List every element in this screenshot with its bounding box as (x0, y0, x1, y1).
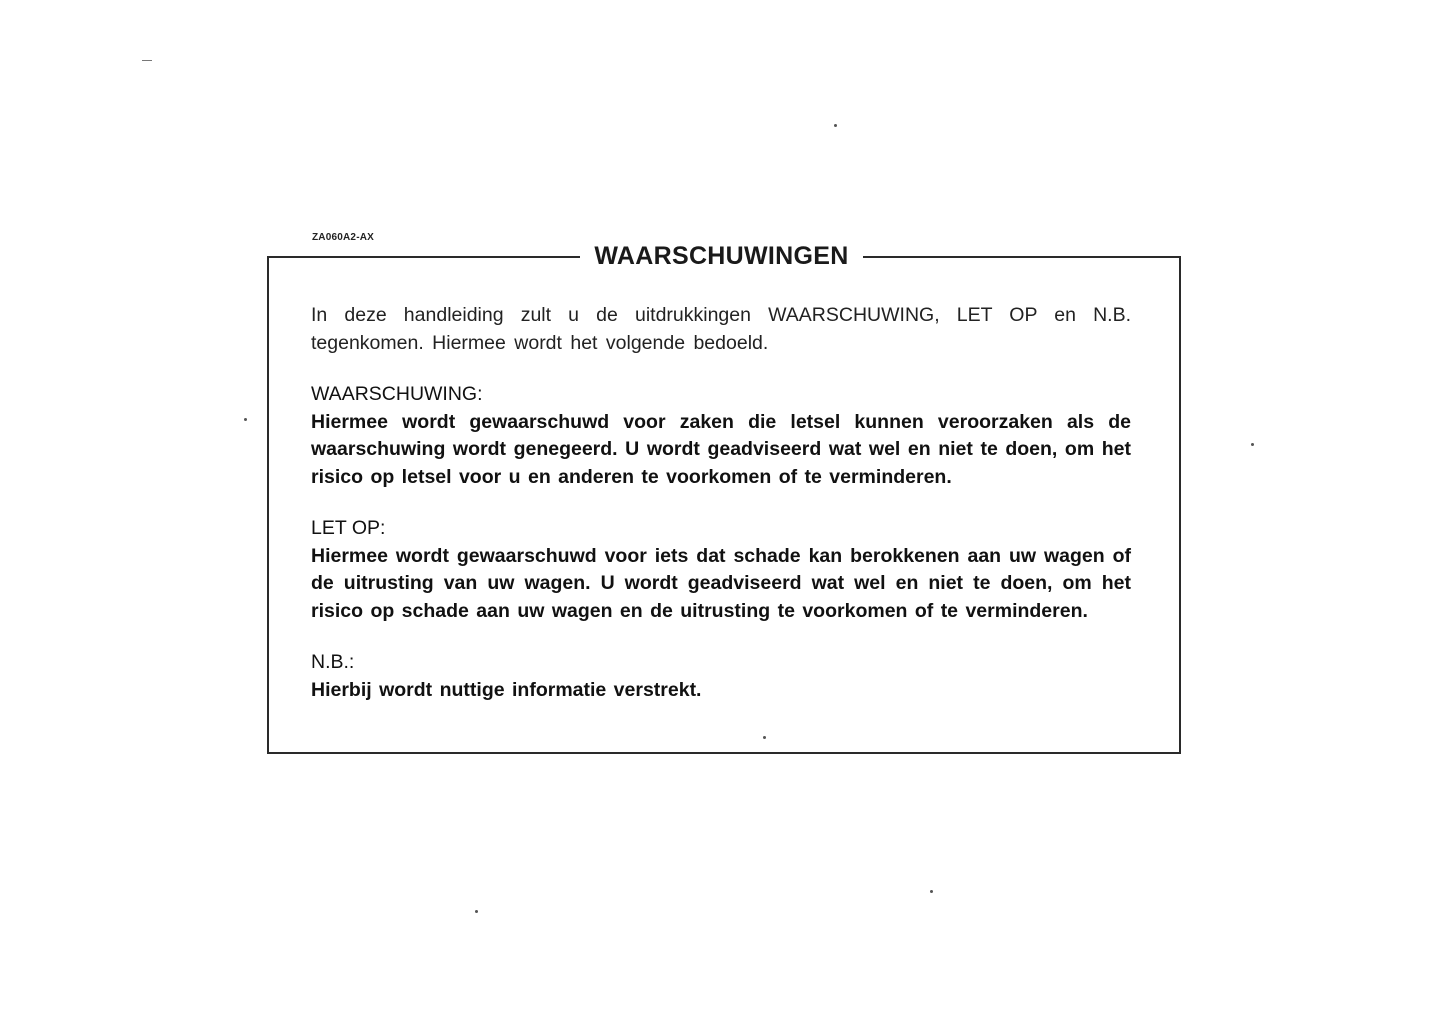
section-caution (311, 515, 1131, 625)
section-heading: LET OP: (311, 517, 386, 539)
box-title-wrapper (0, 242, 1445, 271)
section-body: Hierbij wordt nuttige informatie verstrekt. (311, 678, 702, 701)
scan-speck (244, 418, 247, 421)
page-title: WAARSCHUWINGEN (580, 242, 862, 271)
section-body: Hiermee wordt gewaarschuwd voor iets dat schade kan berokkenen aan uw wagen of de uitrusting van uw wagen. U wordt geadviseerd wat wel en niet te doen, om het risico op schade aan uw wagen en de uitrusting te voorkomen of te verminderen. (311, 544, 1131, 622)
section-note (311, 649, 1131, 704)
section-heading: N.B.: (311, 651, 355, 673)
scan-speck (1251, 443, 1254, 446)
scan-mark (142, 60, 152, 61)
section-heading: WAARSCHUWING: (311, 383, 483, 405)
section-warning (311, 381, 1131, 491)
intro-paragraph: In deze handleiding zult u de uitdrukkingen WAARSCHUWING, LET OP en N.B. tegenkomen. Hiermee wordt het volgende bedoeld. (311, 304, 1131, 354)
scan-speck (930, 890, 933, 893)
scan-speck (834, 124, 837, 127)
section-body: Hiermee wordt gewaarschuwd voor zaken die letsel kunnen veroorzaken als de waarschuwing wordt genegeerd. U wordt geadviseerd wat wel en niet te doen, om het risico op letsel voor u en anderen te voorkomen of te verminderen. (311, 410, 1131, 488)
warning-content (311, 302, 1131, 704)
document-code: ZA060A2-AX (312, 232, 375, 243)
scan-speck (475, 910, 478, 913)
